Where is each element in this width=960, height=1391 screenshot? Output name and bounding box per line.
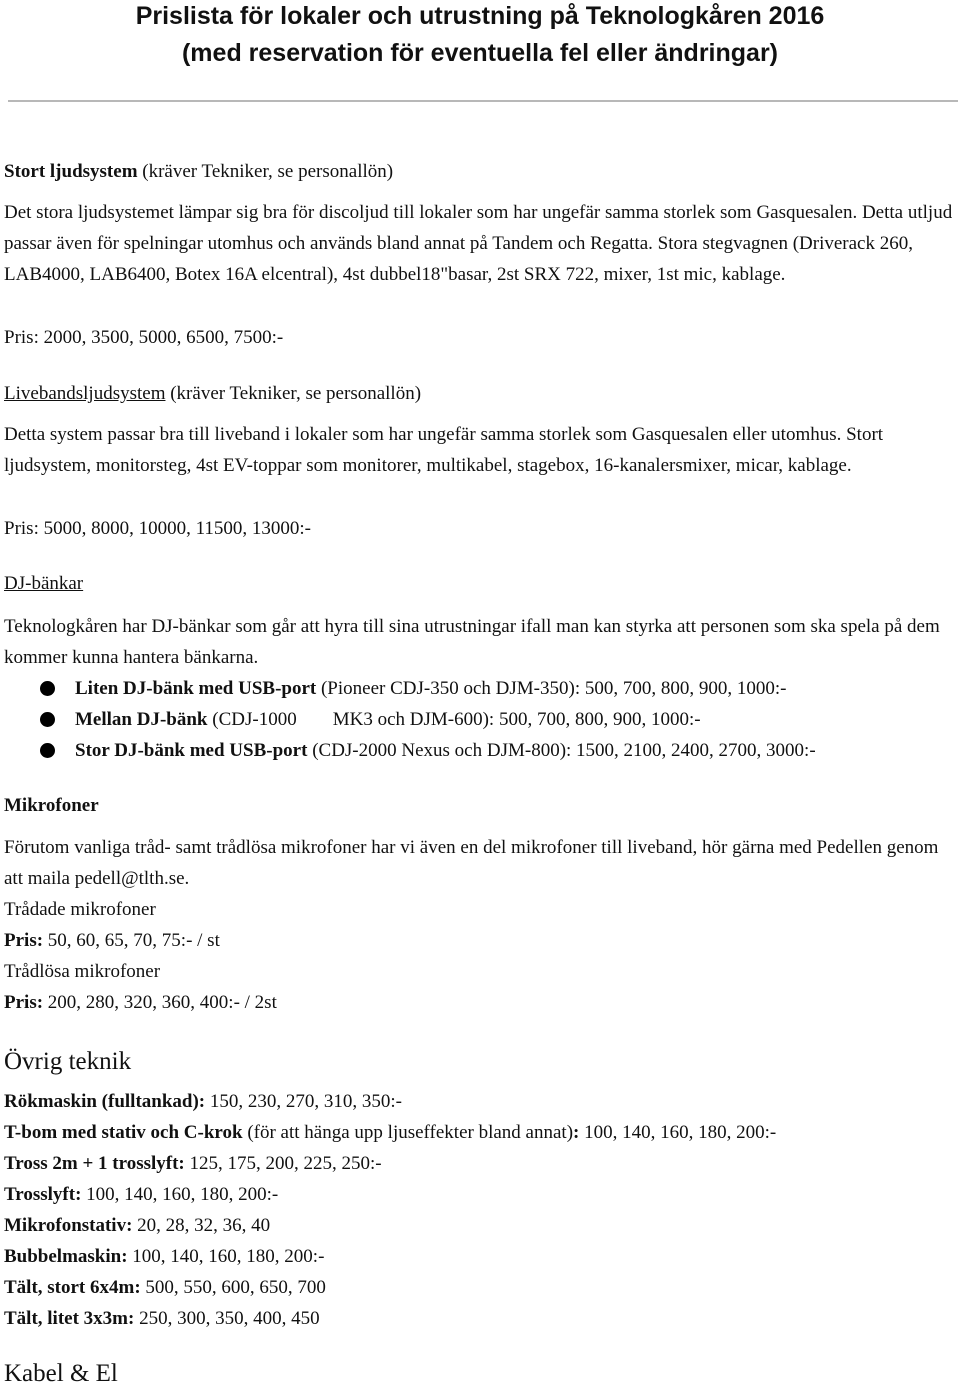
item-spec: (Pioneer CDJ-350 och DJM-350): 500, 700, 800, 900, 1000:- xyxy=(316,678,787,699)
mikrofoner-description: Förutom vanliga tråd- samt trådlösa mikrofoner har vi även en del mikrofoner till liveband, hör gärna med Pedellen genom att maila pedell@tlth.se. xyxy=(4,837,939,889)
item-name: Tross 2m + 1 trosslyft: xyxy=(4,1153,185,1174)
section-heading: Livebandsljudsystem xyxy=(4,383,166,404)
ovrig-item xyxy=(4,1210,956,1241)
ovrig-item xyxy=(4,1179,956,1210)
item-name: Stor DJ-bänk med USB-port xyxy=(75,740,308,761)
wired-mic-label: Trådade mikrofoner xyxy=(4,899,156,920)
item-name: Tält, litet 3x3m: xyxy=(4,1308,135,1329)
item-spec-continued: MK3 och DJM-600): 500, 700, 800, 900, 1000:- xyxy=(332,709,701,730)
stort-ljudsystem-description: Det stora ljudsystemet lämpar sig bra för discoljud till lokaler som har ungefär samma storlek som Gasquesalen. Detta utljud passar även för spelningar utomhus och används bland annat på Tandem och Regatta. Stora stegvagnen (Driverack 260, LAB4000, LAB6400, Botex 16A elcentral), 4st dubbel18"basar, 2st SRX 722, mixer, 1st mic, kablage. xyxy=(4,202,953,285)
price-label: Pris: xyxy=(4,327,39,348)
price-values: 2000, 3500, 5000, 6500, 7500:- xyxy=(38,327,284,348)
item-price: 100, 140, 160, 180, 200:- xyxy=(81,1184,279,1205)
bullet-icon xyxy=(40,712,55,727)
list-item xyxy=(40,735,956,766)
item-spec: (CDJ-1000 xyxy=(207,709,297,730)
list-item xyxy=(40,673,956,704)
page-title: Prislista för lokaler och utrustning på Teknologkåren 2016 xyxy=(135,2,825,30)
ovrig-teknik-heading: Övrig teknik xyxy=(4,1048,132,1075)
price-label: Pris: xyxy=(4,930,44,951)
header-divider xyxy=(8,100,958,102)
wireless-mic-price xyxy=(4,987,956,1018)
wireless-mic-label: Trådlösa mikrofoner xyxy=(4,961,161,982)
item-name: Liten DJ-bänk med USB-port xyxy=(75,678,317,699)
ovrig-item xyxy=(4,1148,956,1179)
item-name: T-bom med stativ och C-krok xyxy=(4,1122,243,1143)
item-name: Bubbelmaskin: xyxy=(4,1246,128,1267)
stort-ljudsystem-heading-line xyxy=(4,156,956,187)
stort-ljudsystem-price xyxy=(4,322,956,353)
wired-mic-price xyxy=(4,925,956,956)
price-values: 5000, 8000, 10000, 11500, 13000:- xyxy=(38,518,312,539)
kabel-el-heading: Kabel & El xyxy=(4,1360,118,1387)
item-name: Mikrofonstativ: xyxy=(4,1215,133,1236)
price-label: Pris: xyxy=(4,518,39,539)
section-heading: Mikrofoner xyxy=(4,795,99,816)
item-name: Mellan DJ-bänk xyxy=(75,709,208,730)
price-values: 50, 60, 65, 70, 75:- / st xyxy=(43,930,220,951)
item-price: 500, 550, 600, 650, 700 xyxy=(140,1277,326,1298)
price-values: 200, 280, 320, 360, 400:- / 2st xyxy=(43,992,277,1013)
item-price: 100, 140, 160, 180, 200:- xyxy=(127,1246,325,1267)
item-spec: (CDJ-2000 Nexus och DJM-800): 1500, 2100, 2400, 2700, 3000:- xyxy=(307,740,816,761)
livebands-price xyxy=(4,513,956,544)
item-price: 100, 140, 160, 180, 200:- xyxy=(579,1122,777,1143)
item-name: Trosslyft: xyxy=(4,1184,82,1205)
ovrig-item xyxy=(4,1303,956,1334)
item-name: Rökmaskin (fulltankad): xyxy=(4,1091,206,1112)
ovrig-item xyxy=(4,1241,956,1272)
dj-list xyxy=(40,673,956,766)
ovrig-item xyxy=(4,1117,956,1148)
ovrig-item xyxy=(4,1086,956,1117)
item-name: Tält, stort 6x4m: xyxy=(4,1277,141,1298)
dj-heading: DJ-bänkar xyxy=(4,573,84,594)
section-note: (kräver Tekniker, se personallön) xyxy=(137,161,394,182)
section-heading: Stort ljudsystem xyxy=(4,161,138,182)
livebands-heading-line xyxy=(4,378,956,409)
livebands-description: Detta system passar bra till liveband i lokaler som har ungefär samma storlek som Gasquesalen eller utomhus. Stort ljudsystem, monitorsteg, 4st EV-toppar som monitorer, multikabel, stagebox, 16-kanalersmixer, micar, kablage. xyxy=(4,424,884,476)
bullet-icon xyxy=(40,681,55,696)
dj-description: Teknologkåren har DJ-bänkar som går att hyra till sina utrustningar ifall man kan styrka att personen som ska spela på dem kommer kunna hantera bänkarna. xyxy=(4,616,940,668)
item-price: 250, 300, 350, 400, 450 xyxy=(134,1308,320,1329)
item-colon: : xyxy=(573,1122,580,1143)
item-note: (för att hänga upp ljuseffekter bland annat) xyxy=(242,1122,574,1143)
mikrofoner-heading xyxy=(4,790,956,821)
item-price: 20, 28, 32, 36, 40 xyxy=(132,1215,271,1236)
section-note: (kräver Tekniker, se personallön) xyxy=(165,383,422,404)
list-item xyxy=(40,704,956,735)
price-label: Pris: xyxy=(4,992,44,1013)
item-price: 150, 230, 270, 310, 350:- xyxy=(205,1091,402,1112)
page-subtitle: (med reservation för eventuella fel eller ändringar) xyxy=(181,39,779,67)
item-price: 125, 175, 200, 225, 250:- xyxy=(184,1153,382,1174)
bullet-icon xyxy=(40,743,55,758)
ovrig-item xyxy=(4,1272,956,1303)
